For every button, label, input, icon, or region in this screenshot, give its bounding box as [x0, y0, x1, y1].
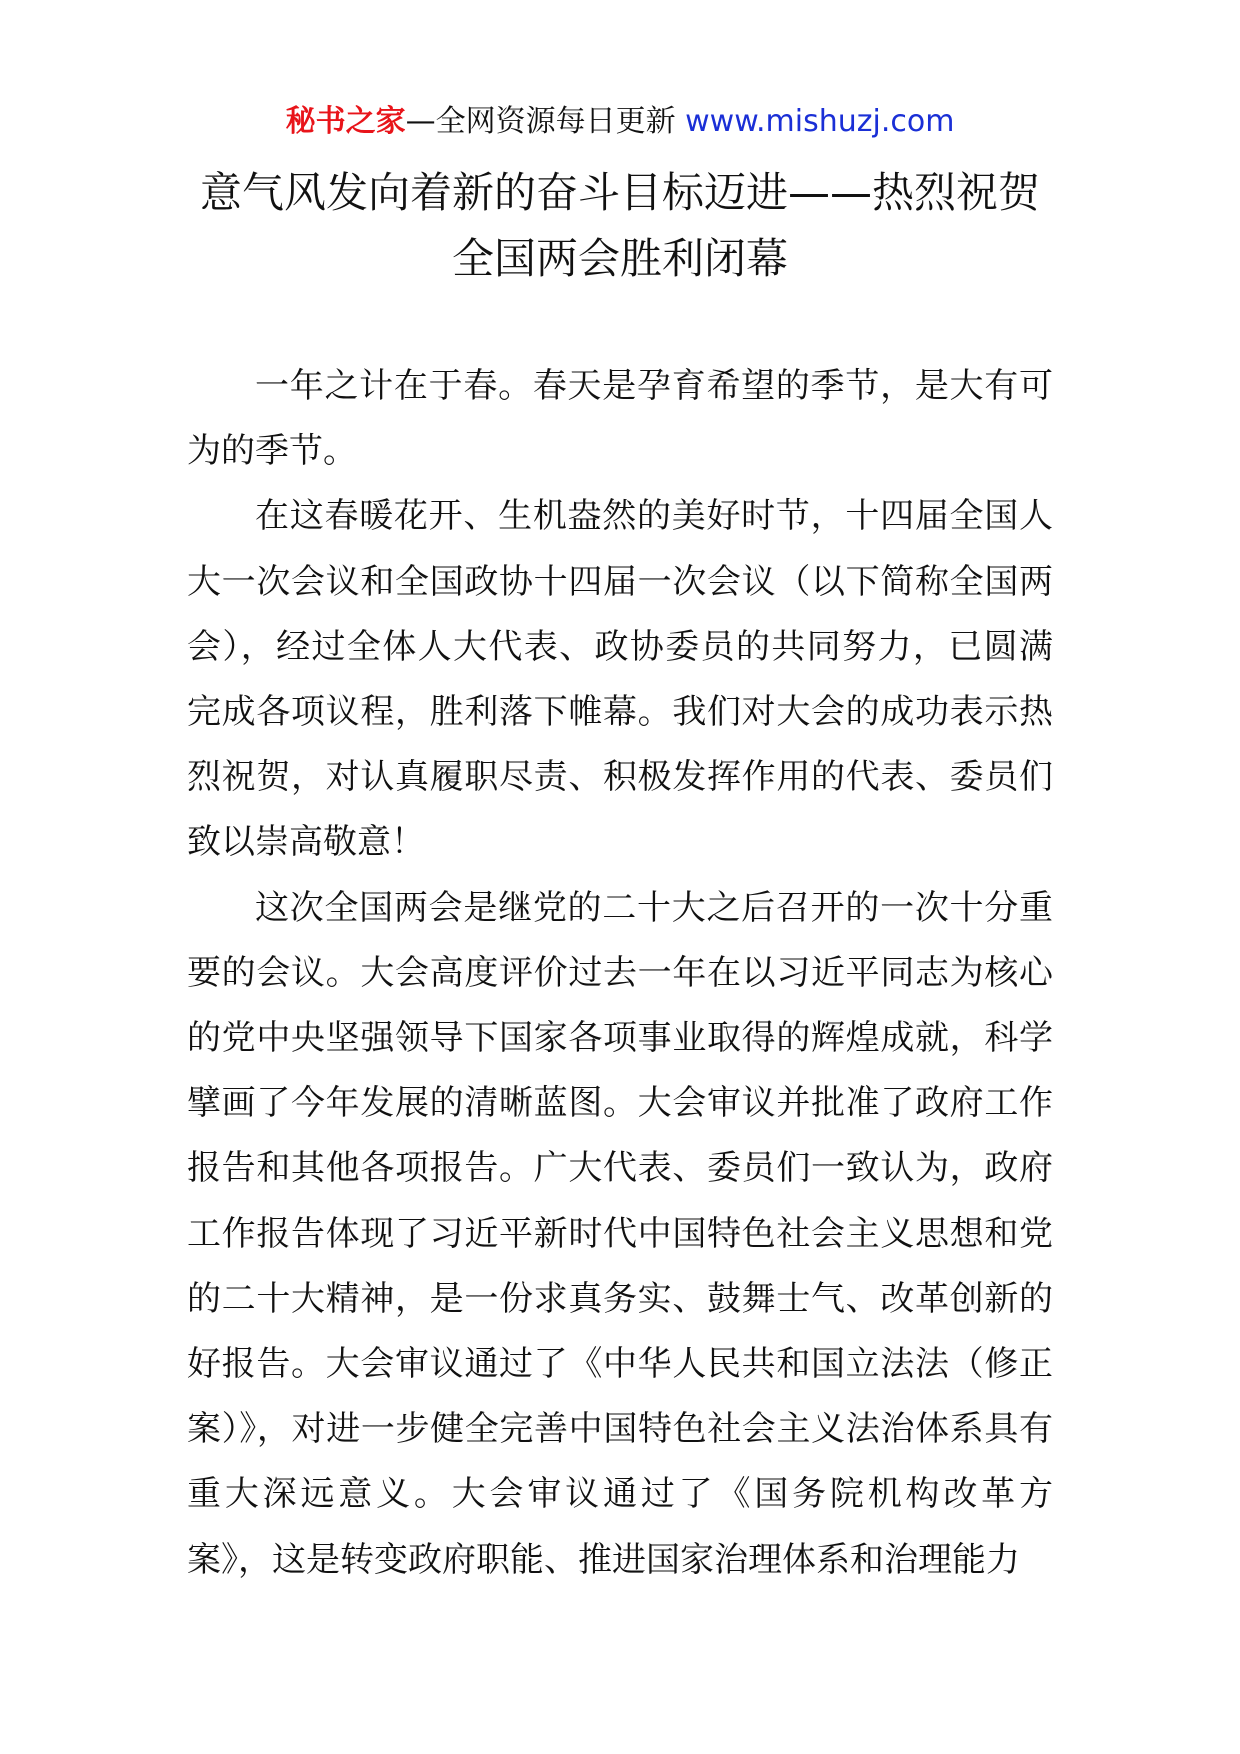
- document-body: [187, 354, 1053, 1593]
- brand-name: 秘书之家: [285, 104, 406, 139]
- site-header: [0, 100, 1240, 144]
- paragraph-3: 这次全国两会是继党的二十大之后召开的一次十分重要的会议。大会高度评价过去一年在以习近平同志为核心的党中央坚强领导下国家各项事业取得的辉煌成就，科学擘画了今年发展的清晰蓝图。大会审议并批准了政府工作报告和其他各项报告。广大代表、委员们一致认为，政府工作报告体现了习近平新时代中国特色社会主义思想和党的二十大精神，是一份求真务实、鼓舞士气、改革创新的好报告。大会审议通过了《中华人民共和国立法法（修正案）》，对进一步健全完善中国特色社会主义法治体系具有重大深远意义。大会审议通过了《国务院机构改革方案》，这是转变政府职能、推进国家治理体系和治理能力: [187, 887, 1053, 1580]
- site-url-link[interactable]: www.mishuzj.com: [685, 104, 955, 139]
- paragraph-2: 在这春暖花开、生机盎然的美好时节，十四届全国人大一次会议和全国政协十四届一次会议（以下简称全国两会），经过全体人大代表、政协委员的共同努力，已圆满完成各项议程，胜利落下帷幕。我们对大会的成功表示热烈祝贺，对认真履职尽责、积极发挥作用的代表、委员们致以崇高敬意！: [187, 496, 1053, 863]
- header-slogan: —全网资源每日更新: [405, 104, 686, 139]
- document-title: 意气风发向着新的奋斗目标迈进——热烈祝贺全国两会胜利闭幕: [199, 168, 1040, 283]
- paragraph-1: 一年之计在于春。春天是孕育希望的季节，是大有可为的季节。: [187, 366, 1053, 472]
